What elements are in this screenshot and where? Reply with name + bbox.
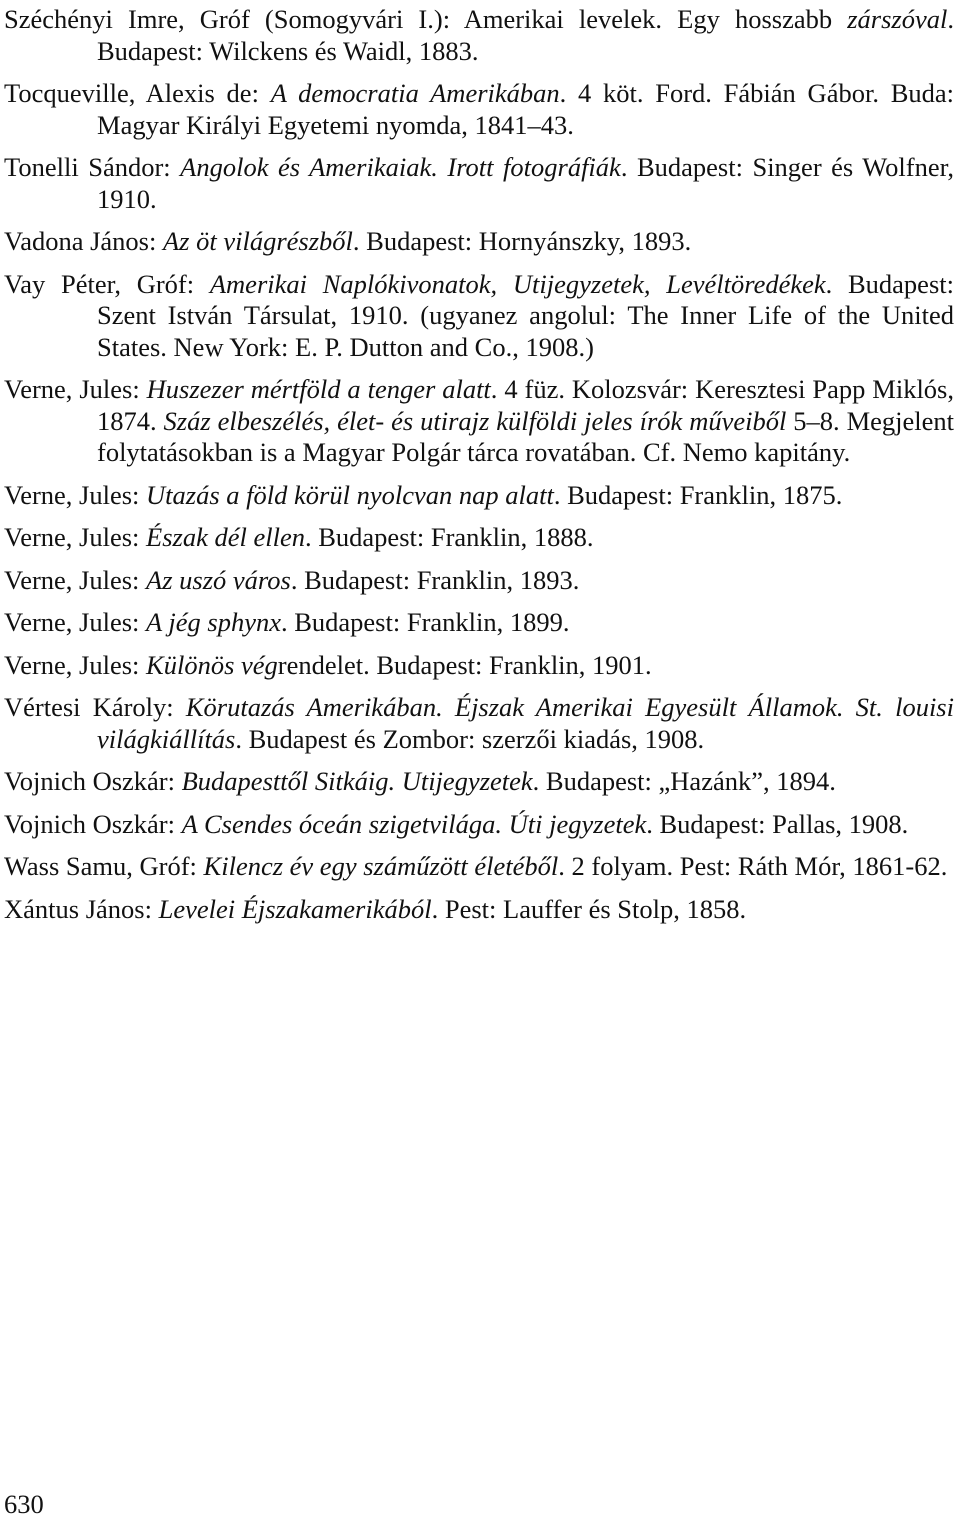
entry-text: . 4 köt. Ford. Fábián Gábor. Buda: Magyar Királyi Egyetemi nyomda, 1841–43. — [97, 78, 954, 140]
page-number: 630 — [4, 1489, 44, 1519]
entry-text: Tocqueville, Alexis de: — [4, 78, 271, 108]
entry-text: rendelet. Budapest: Franklin, 1901. — [277, 649, 652, 680]
bibliography-entry — [4, 851, 954, 883]
entry-title: A jég sphynx — [146, 607, 281, 637]
entry-title: Az öt világrészből — [162, 226, 353, 256]
bibliography-entry — [4, 374, 954, 469]
bibliography-entry — [4, 692, 954, 755]
bibliography-list — [4, 4, 954, 936]
bibliography-entry — [4, 894, 954, 926]
entry-text: . Budapest: Franklin, 1888. — [305, 522, 594, 552]
entry-title: Angolok és Amerikaiak. Irott fotográfiák — [180, 152, 621, 182]
entry-text: . 2 folyam. Pest: Ráth Mór, 1861-62. — [558, 851, 948, 881]
entry-text: . Budapest: Pallas, 1908. — [646, 808, 909, 839]
bibliography-entry — [4, 766, 954, 798]
entry-text: Vadona János: — [4, 226, 163, 256]
bibliography-entry — [4, 607, 954, 639]
entry-title: Körutazás Amerikában. Éjszak Amerikai Egyesült Államok. St. louisi világkiállítás — [97, 692, 954, 754]
entry-text: Vay Péter, Gróf: — [4, 268, 210, 299]
entry-title: Észak dél ellen — [146, 522, 305, 552]
bibliography-entry — [4, 152, 954, 215]
entry-title: Kilencz év egy száműzött életéből — [203, 851, 559, 881]
entry-text: Széchényi Imre, Gróf (Somogyvári I.): Amerikai levelek. Egy hosszabb — [4, 4, 848, 34]
bibliography-entry — [4, 269, 954, 364]
entry-text: . Budapest: Hornyánszky, 1893. — [352, 226, 692, 256]
bibliography-entry — [4, 565, 954, 597]
entry-title: A democratia Amerikában — [270, 78, 560, 108]
entry-text: Vojnich Oszkár: — [4, 766, 182, 796]
bibliography-entry — [4, 480, 954, 512]
entry-text: . Budapest: Franklin, 1899. — [280, 607, 570, 637]
entry-text: Xántus János: — [4, 893, 159, 924]
entry-text: . Budapest: Singer és Wolfner, 1910. — [97, 152, 954, 214]
entry-text: . Budapest: „Hazánk”, 1894. — [532, 766, 836, 796]
entry-text: Wass Samu, Gróf: — [4, 851, 204, 881]
entry-title: Huszezer mértföld a tenger alatt — [146, 374, 491, 404]
entry-title: Amerikai Naplókivonatok, Utijegyzetek, Levéltöredékek — [209, 268, 826, 299]
entry-title: Levelei Éjszakamerikából — [158, 893, 432, 924]
entry-title: A Csendes óceán szigetvilága. Úti jegyzetek — [181, 808, 647, 839]
entry-title: Utazás a föld körül nyolcvan nap alatt — [146, 479, 554, 510]
entry-text: Vértesi Károly: — [4, 692, 186, 722]
bibliography-entry — [4, 650, 954, 682]
bibliography-entry — [4, 522, 954, 554]
entry-text: Verne, Jules: — [4, 649, 147, 680]
entry-text: Verne, Jules: — [4, 564, 147, 595]
entry-text: . Budapest: Franklin, 1875. — [553, 479, 843, 510]
entry-text: Verne, Jules: — [4, 374, 147, 404]
entry-text: Verne, Jules: — [4, 479, 147, 510]
entry-text: Verne, Jules: — [4, 607, 147, 637]
entry-title: Budapesttől Sitkáig. Utijegyzetek — [181, 766, 533, 796]
entry-text: Vojnich Oszkár: — [4, 808, 182, 839]
entry-text: . Budapest: Szent István Társulat, 1910. (ugyanez angolul: The Inner Life of the United States. New York: E. P. Dutton and Co., 1908.) — [97, 268, 954, 362]
entry-text: 5–8. Megjelent folytatásokban is a Magyar Polgár tárca rovatában. Cf. Nemo kapitány. — [97, 405, 954, 467]
bibliography-entry — [4, 226, 954, 258]
entry-title: Különös vég — [146, 649, 278, 680]
entry-text: . Budapest: Franklin, 1893. — [290, 564, 580, 595]
entry-title: zárszóval — [847, 4, 948, 34]
bibliography-entry — [4, 809, 954, 841]
entry-text: . Pest: Lauffer és Stolp, 1858. — [431, 893, 747, 924]
bibliography-entry — [4, 4, 954, 67]
entry-text: . Budapest: Wilckens és Waidl, 1883. — [97, 4, 954, 66]
entry-text: Tonelli Sándor: — [4, 152, 181, 182]
bibliography-entry — [4, 78, 954, 141]
entry-title: Az uszó város — [146, 564, 291, 595]
entry-text: Verne, Jules: — [4, 522, 147, 552]
entry-text: . 4 füz. Kolozsvár: Keresztesi Papp Miklós, 1874. — [97, 374, 954, 436]
entry-title: Száz elbeszélés, élet- és utirajz külföldi jeles írók műveiből — [163, 405, 787, 436]
entry-text: . Budapest és Zombor: szerzői kiadás, 1908. — [235, 723, 705, 754]
